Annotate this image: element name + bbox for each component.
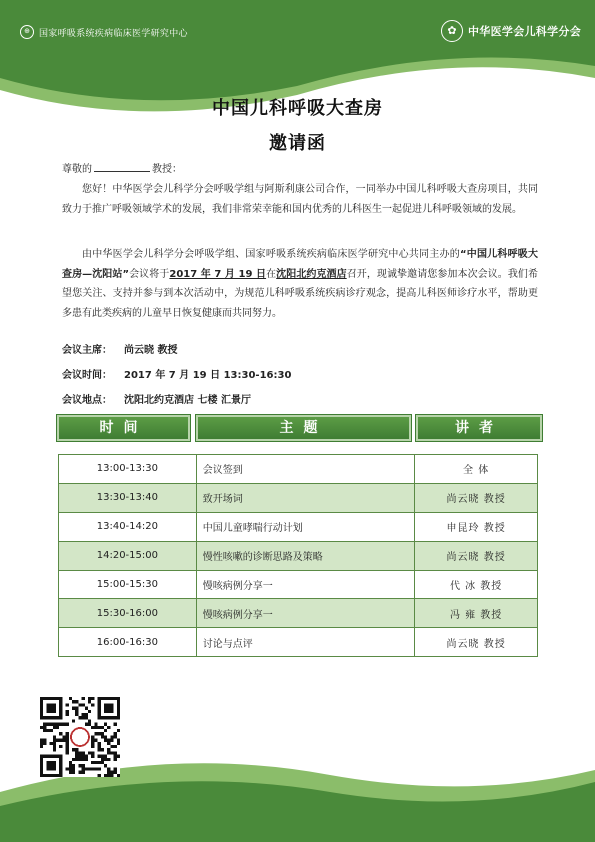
name-blank-line [94, 162, 150, 172]
invitation-part2: 会议将于 [129, 268, 170, 280]
time-value: 2017 年 7 月 19 日 13:30-16:30 [124, 370, 292, 381]
chair-value: 尚云晓 教授 [124, 345, 178, 356]
society-name: 中华医学会儿科学分会 [468, 25, 581, 38]
header-right-org [441, 20, 581, 42]
table-row [59, 570, 538, 599]
place-label: 会议地点： [62, 395, 112, 406]
table-row [59, 599, 538, 628]
column-header-time: 时间 [57, 415, 190, 441]
meeting-place [62, 391, 251, 406]
salutation-prefix: 尊敬的 [62, 164, 92, 175]
table-row [59, 628, 538, 657]
row-time: 15:30-16:00 [59, 599, 197, 628]
meeting-time [62, 366, 291, 381]
salutation-suffix: 教授： [152, 164, 182, 175]
row-speaker: 尚云晓 教授 [415, 628, 538, 657]
invitation-text [62, 245, 538, 323]
row-topic: 会议签到 [196, 455, 415, 484]
invitation-paragraph [62, 245, 538, 323]
society-seal-icon: ✿ [441, 20, 463, 42]
chair-label: 会议主席： [62, 345, 112, 356]
meeting-chair [62, 341, 177, 356]
row-time: 13:30-13:40 [59, 483, 197, 512]
event-venue: 沈阳北约克酒店 [276, 268, 347, 280]
research-center-logo-icon: ⊕ [20, 25, 34, 39]
schedule-table [58, 454, 538, 657]
column-header-topic: 主题 [196, 415, 411, 441]
row-topic: 讨论与点评 [196, 628, 415, 657]
column-header-speaker: 讲者 [416, 415, 542, 441]
row-time: 15:00-15:30 [59, 570, 197, 599]
event-name: “中国儿科呼吸大查房—沈阳站” [62, 249, 539, 280]
document-title: 中国儿科呼吸大查房 [212, 98, 383, 119]
row-time: 16:00-16:30 [59, 628, 197, 657]
row-topic: 慢性咳嗽的诊断思路及策略 [196, 541, 415, 570]
invitation-part4: 召开，现诚挚邀请您参加本次会议。我们希望您关注、支持并参与到本次活动中，为规范儿科呼吸系统疾病诊疗观念，提高儿科医师诊疗水平，帮助更多患有此类疾病的儿童早日恢复健康而共同努力。 [62, 268, 539, 319]
research-center-name: 国家呼吸系统疾病临床医学研究中心 [39, 28, 188, 39]
row-time: 13:40-14:20 [59, 512, 197, 541]
intro-text: 您好！中华医学会儿科学分会呼吸学组与阿斯利康公司合作，一同举办中国儿科呼吸大查房项目，共同致力于推广呼吸领域学术的发展，我们非常荣幸能和国内优秀的儿科医生一起促进儿科呼吸领域的发展。 [62, 184, 538, 215]
row-speaker: 申昆玲 教授 [415, 512, 538, 541]
table-row [59, 483, 538, 512]
row-speaker: 尚云晓 教授 [415, 483, 538, 512]
row-speaker: 冯 雍 教授 [415, 599, 538, 628]
place-value: 沈阳北约克酒店 七楼 汇景厅 [124, 395, 251, 406]
row-time: 14:20-15:00 [59, 541, 197, 570]
row-topic: 慢咳病例分享一 [196, 570, 415, 599]
time-label: 会议时间： [62, 370, 112, 381]
qr-code-icon[interactable] [40, 697, 120, 777]
table-row [59, 455, 538, 484]
row-speaker: 代 冰 教授 [415, 570, 538, 599]
row-topic: 中国儿童哮喘行动计划 [196, 512, 415, 541]
event-date: 2017 年 7 月 19 日 [169, 268, 267, 280]
header-left-org [20, 25, 188, 39]
invitation-part3: 在 [266, 268, 277, 280]
row-topic: 致开场词 [196, 483, 415, 512]
document-subtitle: 邀请函 [269, 133, 326, 154]
row-time: 13:00-13:30 [59, 455, 197, 484]
salutation [62, 160, 182, 175]
row-speaker: 全 体 [415, 455, 538, 484]
row-topic: 慢咳病例分享一 [196, 599, 415, 628]
intro-paragraph [62, 180, 538, 219]
invitation-part1: 由中华医学会儿科学分会呼吸学组、国家呼吸系统疾病临床医学研究中心共同主办的 [82, 249, 460, 260]
row-speaker: 尚云晓 教授 [415, 541, 538, 570]
table-row [59, 512, 538, 541]
table-row [59, 541, 538, 570]
